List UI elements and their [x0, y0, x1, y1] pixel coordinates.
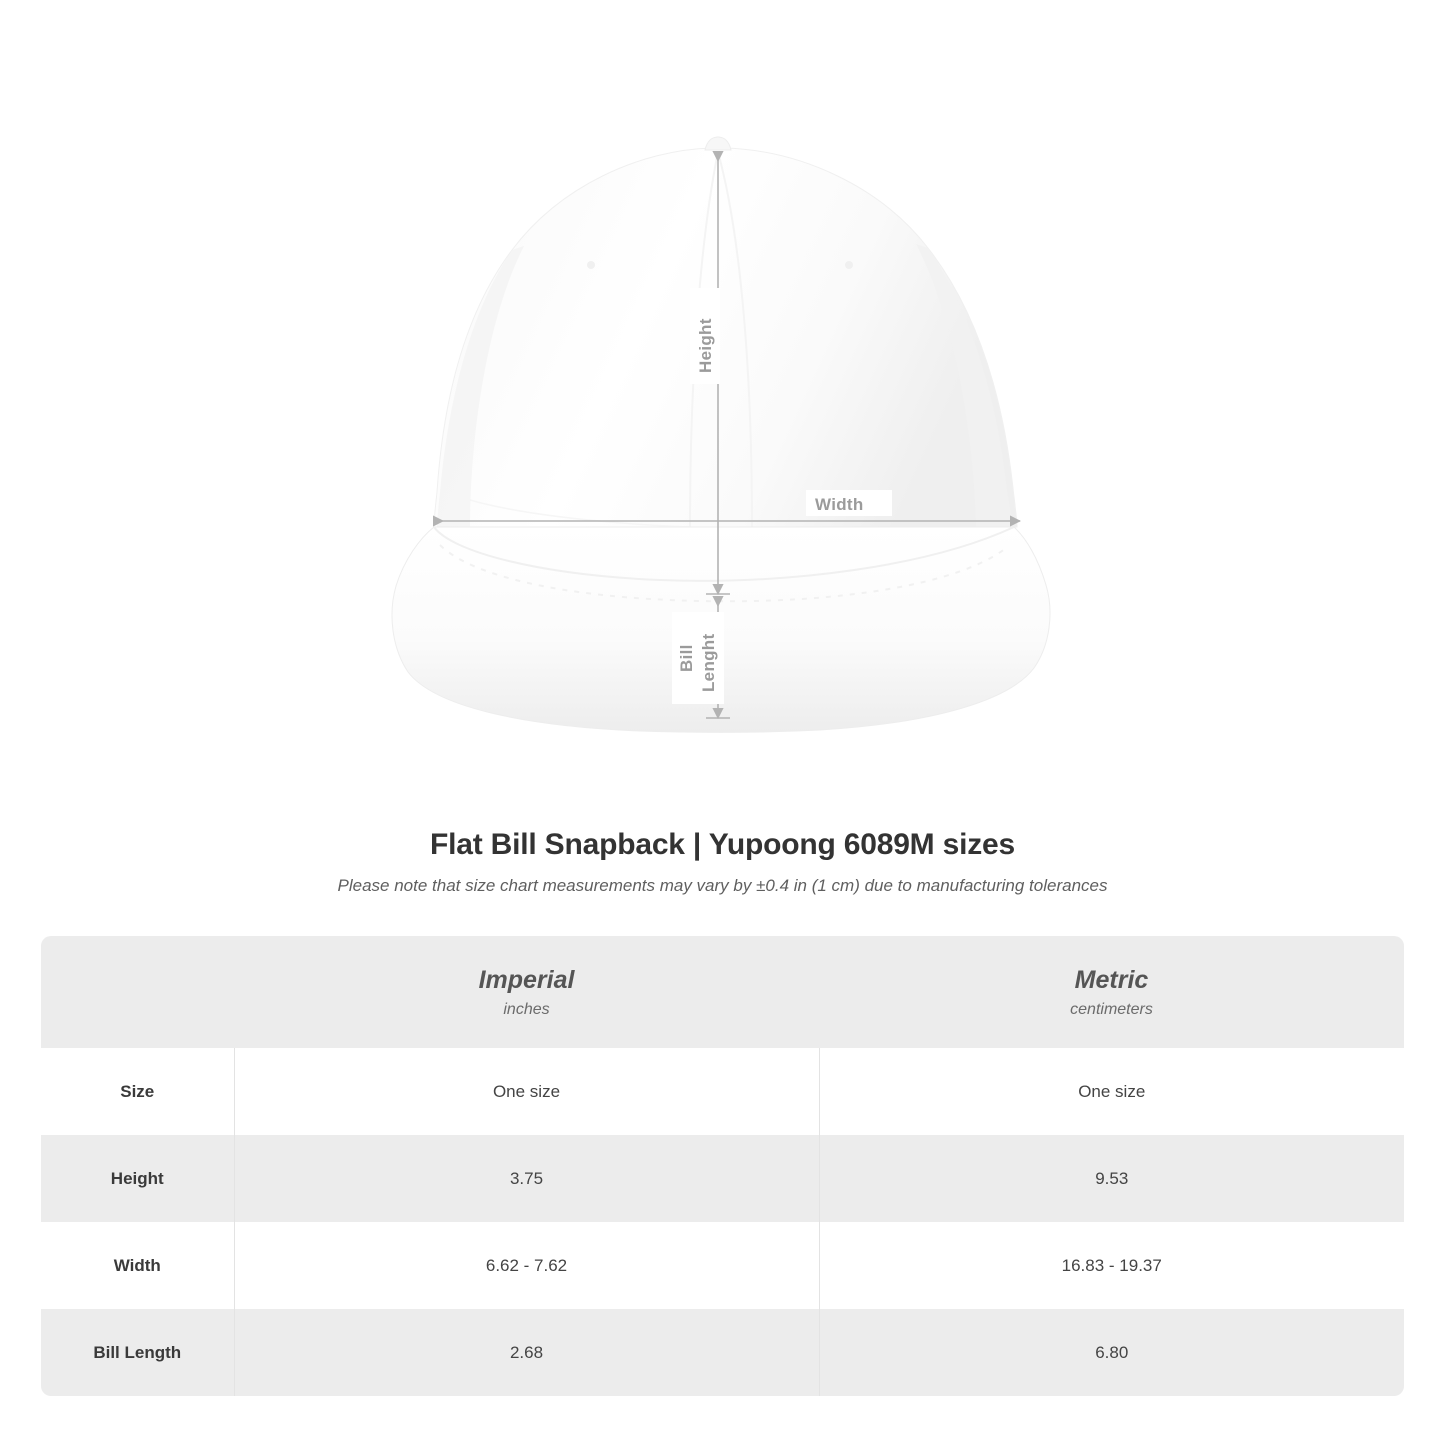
- row-size-metric: One size: [819, 1048, 1404, 1135]
- height-label-text: Height: [696, 318, 715, 373]
- size-table-wrap: [41, 936, 1404, 1396]
- table-row: [41, 1222, 1404, 1309]
- row-width-imperial: 6.62 - 7.62: [234, 1222, 819, 1309]
- row-size-imperial: One size: [234, 1048, 819, 1135]
- bill-length-label-line1: Bill: [677, 644, 696, 672]
- row-label-height: Height: [41, 1135, 234, 1222]
- header-imperial: [234, 936, 819, 1048]
- row-label-bill-length: Bill Length: [41, 1309, 234, 1396]
- dimension-label-width: [806, 490, 892, 516]
- size-table: [41, 936, 1404, 1396]
- row-width-metric: 16.83 - 19.37: [819, 1222, 1404, 1309]
- table-row: [41, 1309, 1404, 1396]
- row-height-metric: 9.53: [819, 1135, 1404, 1222]
- title-block: [0, 828, 1445, 896]
- header-empty-cell: [41, 936, 234, 1048]
- bill-length-label-line2: Lenght: [699, 633, 718, 692]
- row-label-width: Width: [41, 1222, 234, 1309]
- row-bill-length-metric: 6.80: [819, 1309, 1404, 1396]
- page-title: Flat Bill Snapback | Yupoong 6089M sizes: [429, 828, 1015, 861]
- table-row: [41, 1048, 1404, 1135]
- dimension-label-bill-length: [672, 612, 724, 704]
- header-metric: [819, 936, 1404, 1048]
- row-height-imperial: 3.75: [234, 1135, 819, 1222]
- width-label-text: Width: [815, 495, 864, 514]
- table-row: [41, 1135, 1404, 1222]
- dimension-label-height: [690, 288, 720, 384]
- metric-sub: centimeters: [1070, 1000, 1153, 1018]
- imperial-sub: inches: [503, 1000, 550, 1018]
- cap-crown: [434, 137, 1017, 527]
- tolerance-note: Please note that size chart measurements may vary by ±0.4 in (1 cm) due to manufacturing tolerances: [337, 876, 1108, 895]
- metric-name: Metric: [1074, 965, 1149, 994]
- table-header-row: [41, 936, 1404, 1048]
- row-bill-length-imperial: 2.68: [234, 1309, 819, 1396]
- imperial-name: Imperial: [478, 965, 575, 994]
- row-label-size: Size: [41, 1048, 234, 1135]
